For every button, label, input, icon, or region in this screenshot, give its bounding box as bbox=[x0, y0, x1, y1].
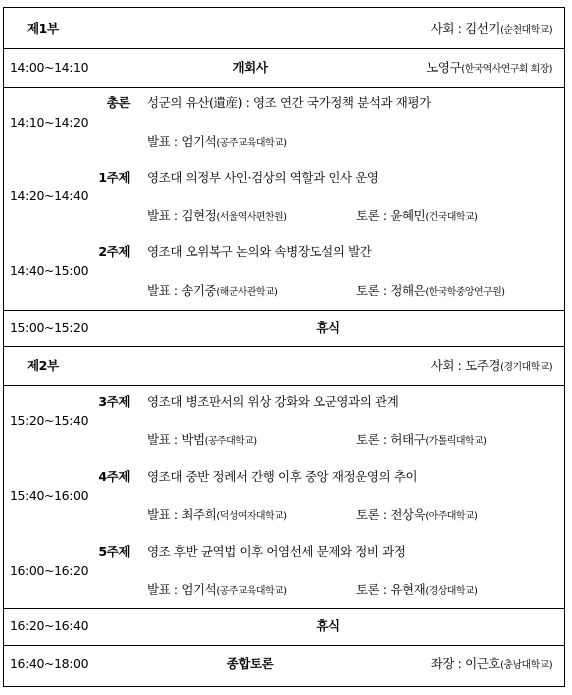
session-tag: 총론 bbox=[106, 95, 130, 110]
break-time: 15:00~15:20 bbox=[10, 320, 89, 335]
chair-name: 이근호 bbox=[465, 656, 501, 671]
presenter-affil: (공주교육대학교) bbox=[216, 586, 287, 597]
moderator-prefix: 사회 : bbox=[430, 21, 466, 36]
session-title: 영조대 오위복구 논의와 속병장도설의 발간 bbox=[147, 244, 372, 259]
session-tag: 5주제 bbox=[98, 544, 130, 559]
discussant bbox=[356, 283, 504, 301]
break-time: 16:20~16:40 bbox=[10, 618, 89, 633]
discussant-prefix: 토론 : bbox=[356, 507, 391, 522]
discussant-name: 허태구 bbox=[390, 432, 426, 447]
discussant bbox=[356, 582, 477, 600]
discussant bbox=[356, 208, 477, 226]
speaker-name: 노영구 bbox=[426, 60, 462, 75]
session-time: 14:20~14:40 bbox=[10, 188, 89, 203]
discussant-affil: (한국학중앙연구원) bbox=[425, 287, 505, 298]
discussant-affil: (아주대학교) bbox=[425, 511, 478, 522]
speaker-affil: (한국역사연구회 회장) bbox=[461, 64, 552, 75]
opening-speaker bbox=[426, 60, 552, 78]
discussant-affil: (경상대학교) bbox=[425, 586, 478, 597]
session-time: 15:20~15:40 bbox=[10, 413, 89, 428]
discussant bbox=[356, 432, 486, 450]
presenter bbox=[147, 432, 257, 450]
discussant-name: 정해은 bbox=[390, 283, 426, 298]
closing-time: 16:40~18:00 bbox=[10, 656, 89, 671]
part2-label: 제2부 bbox=[27, 358, 59, 373]
presenter-name: 박범 bbox=[181, 432, 205, 447]
moderator-affil: (경기대학교) bbox=[500, 362, 552, 373]
presenter-prefix: 발표 : bbox=[147, 507, 182, 522]
moderator-name: 도주경 bbox=[465, 358, 501, 373]
discussant-prefix: 토론 : bbox=[356, 432, 391, 447]
row-divider bbox=[4, 346, 564, 347]
part2-moderator bbox=[431, 358, 552, 376]
program-table bbox=[3, 7, 565, 687]
row-divider bbox=[4, 645, 564, 646]
session-tag: 2주제 bbox=[98, 244, 130, 259]
break-label: 휴식 bbox=[316, 320, 340, 335]
row-divider bbox=[4, 87, 564, 88]
presenter-name: 엄기석 bbox=[181, 582, 217, 597]
session-time: 15:40~16:00 bbox=[10, 488, 89, 503]
discussant bbox=[356, 507, 477, 525]
session-title: 영조 후반 균역법 이후 어염선세 문제와 정비 과정 bbox=[147, 544, 406, 559]
presenter-affil: (공주교육대학교) bbox=[216, 138, 287, 149]
presenter-name: 최주희 bbox=[181, 507, 217, 522]
discussant-prefix: 토론 : bbox=[356, 283, 391, 298]
moderator-affil: (순천대학교) bbox=[500, 25, 552, 36]
session-title: 영조대 병조판서의 위상 강화와 오군영과의 관계 bbox=[147, 394, 399, 409]
discussant-affil: (건국대학교) bbox=[425, 212, 478, 223]
part1-label: 제1부 bbox=[27, 21, 59, 36]
presenter-prefix: 발표 : bbox=[147, 582, 182, 597]
presenter-affil: (덕성여자대학교) bbox=[216, 511, 287, 522]
chair-prefix: 좌장 : bbox=[430, 656, 466, 671]
presenter-affil: (서울역사편찬원) bbox=[216, 212, 287, 223]
presenter bbox=[147, 582, 286, 600]
presenter-name: 김현정 bbox=[181, 208, 217, 223]
part1-moderator bbox=[431, 21, 552, 39]
session-title: 영조대 중반 정례서 간행 이후 중앙 재정운영의 추이 bbox=[147, 469, 418, 484]
session-time: 16:00~16:20 bbox=[10, 563, 89, 578]
presenter-affil: (공주대학교) bbox=[204, 436, 257, 447]
session-title: 성군의 유산(遺産) : 영조 연간 국가정책 분석과 재평가 bbox=[147, 95, 431, 110]
discussant-name: 유현재 bbox=[390, 582, 426, 597]
break-label: 휴식 bbox=[316, 618, 340, 633]
presenter bbox=[147, 507, 286, 525]
discussant-affil: (가톨릭대학교) bbox=[425, 436, 487, 447]
presenter-prefix: 발표 : bbox=[147, 432, 182, 447]
session-title: 영조대 의정부 사인·검상의 역할과 인사 운영 bbox=[147, 170, 379, 185]
session-tag: 4주제 bbox=[98, 469, 130, 484]
presenter bbox=[147, 283, 277, 301]
presenter-prefix: 발표 : bbox=[147, 208, 182, 223]
presenter bbox=[147, 208, 286, 226]
presenter bbox=[147, 134, 286, 152]
moderator-name: 김선기 bbox=[465, 21, 501, 36]
session-tag: 1주제 bbox=[98, 170, 130, 185]
presenter-prefix: 발표 : bbox=[147, 134, 182, 149]
closing-title: 종합토론 bbox=[226, 656, 274, 671]
session-time: 14:10~14:20 bbox=[10, 115, 89, 130]
presenter-prefix: 발표 : bbox=[147, 283, 182, 298]
row-divider bbox=[4, 48, 564, 49]
presenter-name: 엄기석 bbox=[181, 134, 217, 149]
discussant-name: 전상욱 bbox=[390, 507, 426, 522]
presenter-affil: (해군사관학교) bbox=[216, 287, 278, 298]
opening-time: 14:00~14:10 bbox=[10, 60, 89, 75]
row-divider bbox=[4, 385, 564, 386]
discussant-prefix: 토론 : bbox=[356, 208, 391, 223]
opening-title: 개회사 bbox=[232, 60, 268, 75]
session-tag: 3주제 bbox=[98, 394, 130, 409]
closing-chair bbox=[431, 656, 552, 674]
row-divider bbox=[4, 310, 564, 311]
moderator-prefix: 사회 : bbox=[430, 358, 466, 373]
session-time: 14:40~15:00 bbox=[10, 263, 89, 278]
presenter-name: 송기중 bbox=[181, 283, 217, 298]
discussant-name: 윤혜민 bbox=[390, 208, 426, 223]
discussant-prefix: 토론 : bbox=[356, 582, 391, 597]
row-divider bbox=[4, 608, 564, 609]
chair-affil: (충남대학교) bbox=[500, 660, 552, 671]
